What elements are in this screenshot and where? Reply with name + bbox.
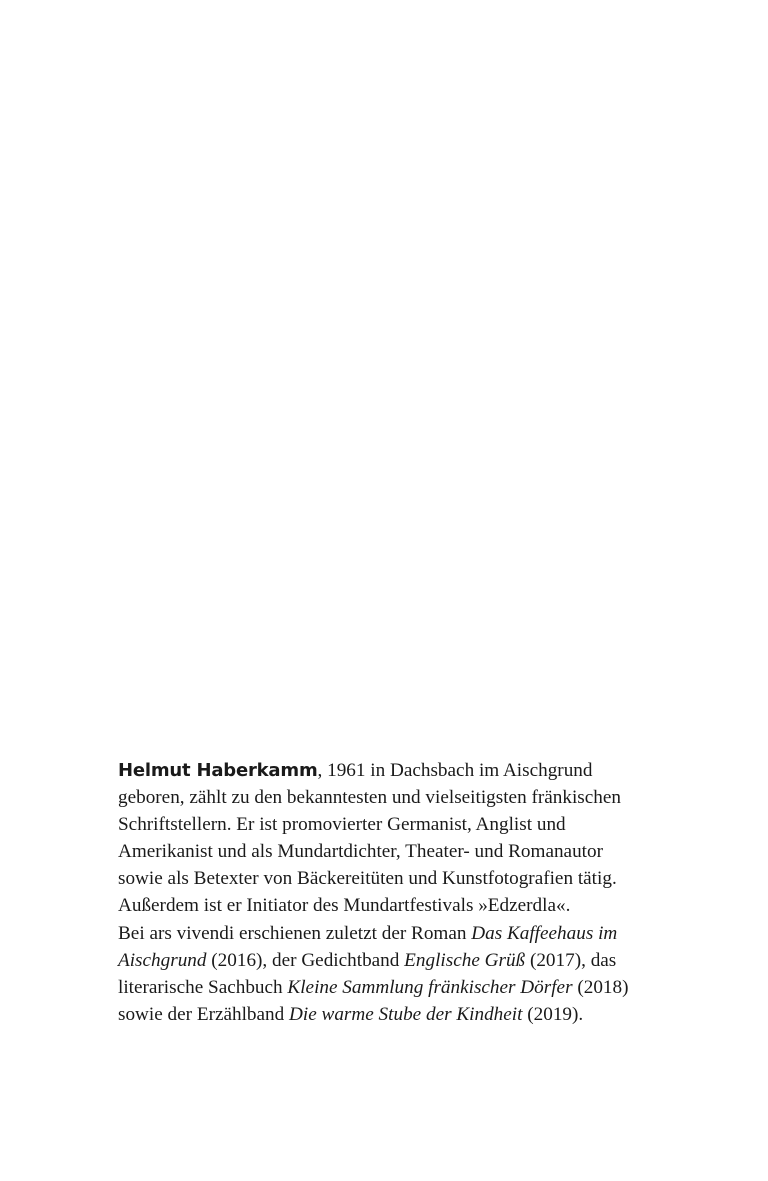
author-bio (118, 757, 658, 1028)
bio-text: literarische Sachbuch (118, 976, 288, 998)
bio-line-3: Schriftstellern. Er ist promovierter Germanist, Anglist und (118, 814, 566, 836)
bio-line-5: sowie als Betexter von Bäckereitüten und Kunstfotografien tätig. (118, 868, 617, 890)
author-name: Helmut Haberkamm (118, 760, 318, 781)
bio-text: (2016), der Gedichtband (206, 949, 405, 971)
bio-text: (2017), das (525, 949, 617, 971)
bio-line-2: geboren, zählt zu den bekanntesten und vielseitigsten fränkischen (118, 787, 621, 809)
bio-text: (2019). (522, 1003, 584, 1025)
bio-line-7 (118, 920, 658, 947)
bio-line-1 (118, 757, 658, 784)
bio-line-9 (118, 974, 658, 1001)
book-title-nonfiction: Kleine Sammlung fränkischer Dörfer (287, 976, 573, 998)
bio-line-6: Außerdem ist er Initiator des Mundartfestivals »Edzerdla«. (118, 895, 571, 917)
book-title-stories: Die warme Stube der Kindheit (289, 1003, 523, 1025)
book-title-novel: Das Kaffeehaus im (471, 922, 618, 944)
bio-text: , 1961 in Dachsbach im Aischgrund (317, 760, 593, 781)
bio-line-10 (118, 1001, 658, 1028)
bio-text: sowie der Erzählband (118, 1003, 290, 1025)
bio-text: (2018) (572, 976, 629, 998)
book-title-poetry: Englische Grüß (404, 949, 526, 971)
book-title-novel-cont: Aischgrund (118, 949, 207, 971)
bio-line-4: Amerikanist und als Mundartdichter, Theater- und Romanautor (118, 841, 603, 863)
bio-line-8 (118, 947, 658, 974)
bio-text: Bei ars vivendi erschienen zuletzt der Roman (118, 922, 472, 944)
